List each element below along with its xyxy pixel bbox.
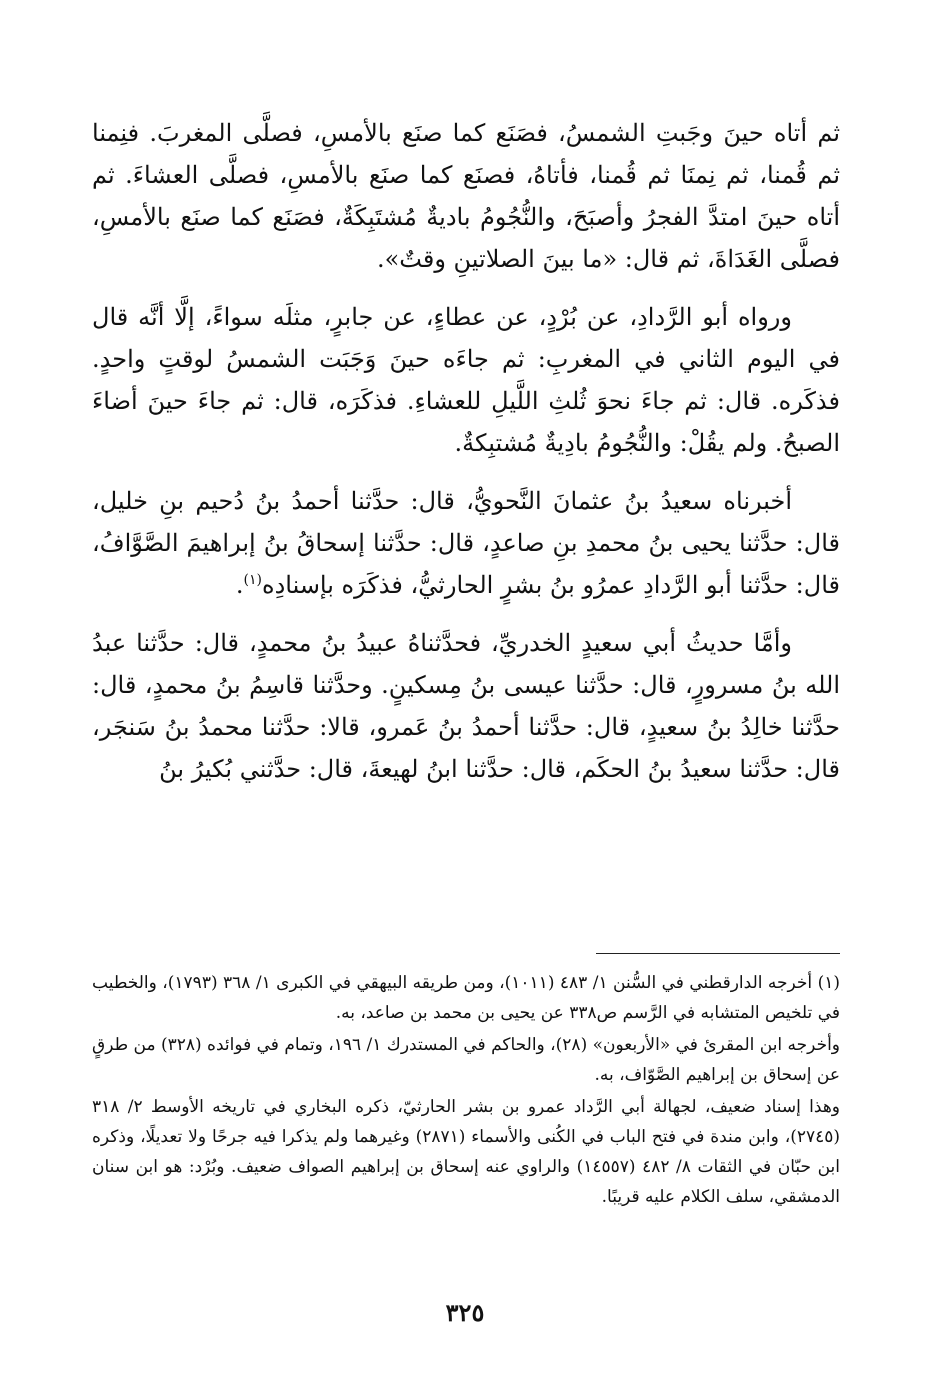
footnote-1: (١) أخرجه الدارقطني في السُّنن ١/ ٤٨٣ (١٠١١)، ومن طريقه البيهقي في الكبرى ١/ ٣٦٨ (١٧٩٣)، والخطيب في تلخيص المتشابه في الرَّسم ص٣٣٨ عن يحيى بن محمد بن صاعد، به. <box>92 973 841 1023</box>
paragraph-3 <box>92 480 840 606</box>
footnote-2: وأخرجه ابن المقرئ في «الأربعون» (٢٨)، والحاكم في المستدرك ١/ ١٩٦، وتمام في فوائده (٣٢٨) من طرقٍ عن إسحاق بن إبراهيم الصَّوّاف، به. <box>92 1035 841 1085</box>
footnotes <box>92 968 840 1214</box>
main-text <box>92 112 840 806</box>
paragraph-3-end: . <box>235 571 244 599</box>
footnote-separator <box>596 953 840 954</box>
footnote-reference[interactable]: (١) <box>243 572 262 588</box>
page-number: ٣٢٥ <box>445 1298 485 1327</box>
paragraph-1: ثم أتاه حينَ وجَبتِ الشمسُ، فصَنَع كما صنَع بالأمسِ، فصلَّى المغربَ. فنِمنا ثم قُمنا، ثم نِمنَا ثم قُمنا، فأتاهُ، فصنَع كما صنَع بالأمسِ، فصلَّى العشاءَ. ثم أتاه حينَ امتدَّ الفجرُ وأصبَحَ، والنُّجُومُ باديةٌ مُشتَبِكَةٌ، فصَنَع كما صنَع بالأمسِ، فصلَّى الغَدَاةَ، ثم قال: «ما بينَ الصلاتينِ وقتٌ». <box>92 119 841 273</box>
paragraph-4: وأمَّا حديثُ أبي سعيدٍ الخدريِّ، فحدَّثناهُ عبيدُ بنُ محمدٍ، قال: حدَّثنا عبدُ الله بنُ مسرورٍ، قال: حدَّثنا عيسى بنُ مِسكينٍ. وحدَّثنا قاسِمُ بنُ محمدٍ، قال: حدَّثنا خالِدُ بنُ سعيدٍ، قال: حدَّثنا أحمدُ بنُ عَمرو، قالا: حدَّثنا محمدُ بنُ سَنجَر، قال: حدَّثنا سعيدُ بنُ الحكَم، قال: حدَّثنا ابنُ لهيعةَ، قال: حدَّثني بُكيرُ بنُ <box>92 629 840 783</box>
paragraph-2: ورواه أبو الرَّدادِ، عن بُرْدٍ، عن عطاءٍ، عن جابرٍ، مثلَه سواءً، إلَّا أنَّه قال في اليوم الثاني في المغربِ: ثم جاءَه حينَ وَجَبَت الشمسُ لوقتٍ واحدٍ. فذكَره. قال: ثم جاءَ نحوَ ثُلثِ اللَّيلِ للعشاءِ. فذكَرَه، قال: ثم جاءَ حينَ أضاءَ الصبحُ. ولم يقُلْ: والنُّجُومُ بادِيةٌ مُشتبِكةٌ. <box>92 303 840 457</box>
footnote-3: وهذا إسناد ضعيف، لجهالة أبي الرَّداد عمرو بن بشر الحارثيّ، ذكره البخاري في تاريخه الأوسط ٢/ ٣١٨ (٢٧٤٥)، وابن مندة في فتح الباب في الكُنى والأسماء (٢٨٧١) وغيرهما ولم يذكرا فيه جرحًا ولا تعديلًا، وذكره ابن حبّان في الثقات ٨/ ٤٨٢ (١٤٥٥٧) والراوي عنه إسحاق بن إبراهيم الصواف ضعيف. وبُرْد: هو ابن سنان الدمشقي، سلف الكلام عليه قريبًا. <box>92 1097 840 1207</box>
paragraph-3-text: أخبرناه سعيدُ بنُ عثمانَ النَّحويُّ، قال: حدَّثنا أحمدُ بنُ دُحيم بنِ خليل، قال: حدَّثنا يحيى بنُ محمدِ بنِ صاعدٍ، قال: حدَّثنا إسحاقُ بنُ إبراهيمَ الصَّوَّافُ، قال: حدَّثنا أبو الرَّدادِ عمرُو بنُ بشرٍ الحارثيُّ، فذكَرَه بإسنادِه <box>92 487 840 599</box>
